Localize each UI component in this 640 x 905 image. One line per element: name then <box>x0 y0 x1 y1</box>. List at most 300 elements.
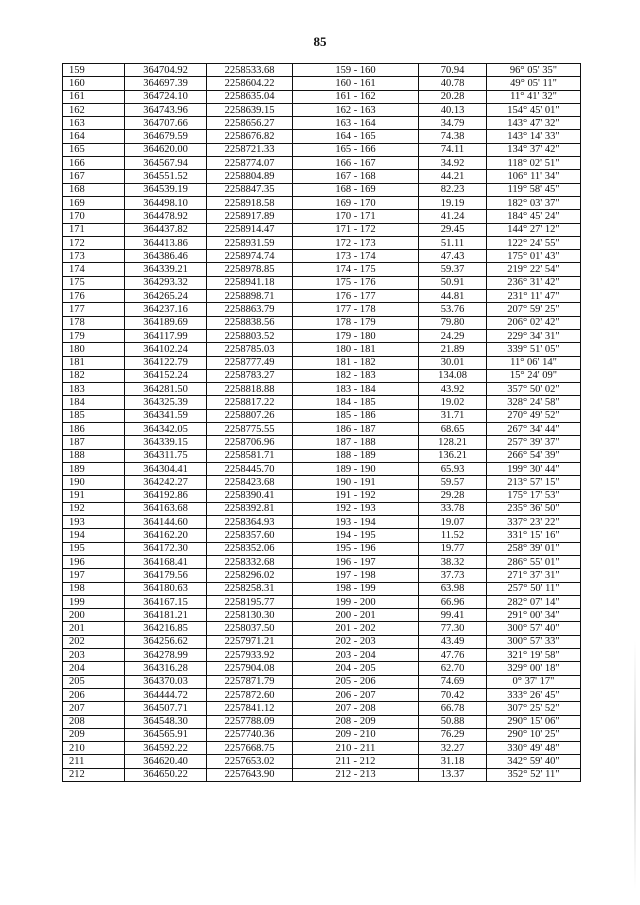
bearing-cell: 300° 57' 33" <box>487 635 581 648</box>
segment-cell: 160 - 161 <box>293 77 419 90</box>
segment-cell: 198 - 199 <box>293 582 419 595</box>
segment-cell: 201 - 202 <box>293 622 419 635</box>
point-number-cell: 179 <box>63 329 125 342</box>
length-cell: 66.96 <box>419 595 487 608</box>
table-row <box>63 649 581 662</box>
table-row <box>63 329 581 342</box>
point-number-cell: 160 <box>63 77 125 90</box>
x-coordinate-cell: 364237.16 <box>125 303 207 316</box>
bearing-cell: 182° 03' 37" <box>487 196 581 209</box>
table-row <box>63 436 581 449</box>
table-row <box>63 529 581 542</box>
point-number-cell: 191 <box>63 489 125 502</box>
y-coordinate-cell: 2258817.22 <box>207 396 293 409</box>
bearing-cell: 330° 49' 48" <box>487 742 581 755</box>
x-coordinate-cell: 364242.27 <box>125 476 207 489</box>
y-coordinate-cell: 2258533.68 <box>207 64 293 77</box>
point-number-cell: 194 <box>63 529 125 542</box>
length-cell: 30.01 <box>419 356 487 369</box>
segment-cell: 174 - 175 <box>293 263 419 276</box>
x-coordinate-cell: 364278.99 <box>125 649 207 662</box>
length-cell: 51.11 <box>419 236 487 249</box>
point-number-cell: 205 <box>63 675 125 688</box>
table-row <box>63 343 581 356</box>
segment-cell: 195 - 196 <box>293 542 419 555</box>
table-row <box>63 555 581 568</box>
segment-cell: 208 - 209 <box>293 715 419 728</box>
length-cell: 41.24 <box>419 210 487 223</box>
segment-cell: 176 - 177 <box>293 290 419 303</box>
x-coordinate-cell: 364304.41 <box>125 462 207 475</box>
bearing-cell: 184° 45' 24" <box>487 210 581 223</box>
point-number-cell: 164 <box>63 130 125 143</box>
x-coordinate-cell: 364179.56 <box>125 569 207 582</box>
bearing-cell: 144° 27' 12" <box>487 223 581 236</box>
segment-cell: 159 - 160 <box>293 64 419 77</box>
x-coordinate-cell: 364507.71 <box>125 702 207 715</box>
point-number-cell: 167 <box>63 170 125 183</box>
y-coordinate-cell: 2258604.22 <box>207 77 293 90</box>
point-number-cell: 204 <box>63 662 125 675</box>
table-row <box>63 622 581 635</box>
point-number-cell: 166 <box>63 157 125 170</box>
point-number-cell: 197 <box>63 569 125 582</box>
point-number-cell: 212 <box>63 768 125 781</box>
length-cell: 82.23 <box>419 183 487 196</box>
bearing-cell: 270° 49' 52" <box>487 409 581 422</box>
x-coordinate-cell: 364163.68 <box>125 502 207 515</box>
bearing-cell: 331° 15' 16" <box>487 529 581 542</box>
x-coordinate-cell: 364704.92 <box>125 64 207 77</box>
segment-cell: 175 - 176 <box>293 276 419 289</box>
segment-cell: 171 - 172 <box>293 223 419 236</box>
y-coordinate-cell: 2258706.96 <box>207 436 293 449</box>
table-row <box>63 117 581 130</box>
table-row <box>63 662 581 675</box>
table-row <box>63 223 581 236</box>
table-row <box>63 582 581 595</box>
table-row <box>63 409 581 422</box>
table-row <box>63 609 581 622</box>
y-coordinate-cell: 2258807.26 <box>207 409 293 422</box>
x-coordinate-cell: 364281.50 <box>125 383 207 396</box>
segment-cell: 203 - 204 <box>293 649 419 662</box>
y-coordinate-cell: 2258777.49 <box>207 356 293 369</box>
table-row <box>63 210 581 223</box>
x-coordinate-cell: 364162.20 <box>125 529 207 542</box>
point-number-cell: 165 <box>63 143 125 156</box>
x-coordinate-cell: 364339.15 <box>125 436 207 449</box>
point-number-cell: 185 <box>63 409 125 422</box>
segment-cell: 162 - 163 <box>293 103 419 116</box>
bearing-cell: 106° 11' 34" <box>487 170 581 183</box>
length-cell: 34.79 <box>419 117 487 130</box>
length-cell: 70.94 <box>419 64 487 77</box>
length-cell: 59.37 <box>419 263 487 276</box>
point-number-cell: 182 <box>63 369 125 382</box>
length-cell: 68.65 <box>419 423 487 436</box>
table-row <box>63 64 581 77</box>
bearing-cell: 118° 02' 51" <box>487 157 581 170</box>
y-coordinate-cell: 2258296.02 <box>207 569 293 582</box>
bearing-cell: 0° 37' 17" <box>487 675 581 688</box>
x-coordinate-cell: 364724.10 <box>125 90 207 103</box>
table-row <box>63 196 581 209</box>
table-row <box>63 263 581 276</box>
table-row <box>63 569 581 582</box>
point-number-cell: 180 <box>63 343 125 356</box>
y-coordinate-cell: 2258803.52 <box>207 329 293 342</box>
bearing-cell: 286° 55' 01" <box>487 555 581 568</box>
point-number-cell: 192 <box>63 502 125 515</box>
bearing-cell: 122° 24' 55" <box>487 236 581 249</box>
y-coordinate-cell: 2258898.71 <box>207 290 293 303</box>
length-cell: 65.93 <box>419 462 487 475</box>
point-number-cell: 193 <box>63 516 125 529</box>
x-coordinate-cell: 364192.86 <box>125 489 207 502</box>
x-coordinate-cell: 364316.28 <box>125 662 207 675</box>
bearing-cell: 290° 15' 06" <box>487 715 581 728</box>
point-number-cell: 168 <box>63 183 125 196</box>
segment-cell: 163 - 164 <box>293 117 419 130</box>
length-cell: 43.92 <box>419 383 487 396</box>
length-cell: 62.70 <box>419 662 487 675</box>
x-coordinate-cell: 364168.41 <box>125 555 207 568</box>
length-cell: 40.78 <box>419 77 487 90</box>
y-coordinate-cell: 2258914.47 <box>207 223 293 236</box>
table-row <box>63 369 581 382</box>
segment-cell: 169 - 170 <box>293 196 419 209</box>
y-coordinate-cell: 2258838.56 <box>207 316 293 329</box>
point-number-cell: 190 <box>63 476 125 489</box>
table-row <box>63 303 581 316</box>
table-row <box>63 675 581 688</box>
table-row <box>63 755 581 768</box>
x-coordinate-cell: 364325.39 <box>125 396 207 409</box>
segment-cell: 211 - 212 <box>293 755 419 768</box>
point-number-cell: 188 <box>63 449 125 462</box>
segment-cell: 179 - 180 <box>293 329 419 342</box>
length-cell: 40.13 <box>419 103 487 116</box>
point-number-cell: 169 <box>63 196 125 209</box>
length-cell: 136.21 <box>419 449 487 462</box>
y-coordinate-cell: 2258978.85 <box>207 263 293 276</box>
segment-cell: 185 - 186 <box>293 409 419 422</box>
table-row <box>63 316 581 329</box>
table-row <box>63 715 581 728</box>
table-row <box>63 130 581 143</box>
bearing-cell: 96° 05' 35" <box>487 64 581 77</box>
table-row <box>63 489 581 502</box>
x-coordinate-cell: 364311.75 <box>125 449 207 462</box>
segment-cell: 166 - 167 <box>293 157 419 170</box>
x-coordinate-cell: 364341.59 <box>125 409 207 422</box>
y-coordinate-cell: 2257872.60 <box>207 688 293 701</box>
length-cell: 70.42 <box>419 688 487 701</box>
bearing-cell: 199° 30' 44" <box>487 462 581 475</box>
length-cell: 53.76 <box>419 303 487 316</box>
length-cell: 29.28 <box>419 489 487 502</box>
y-coordinate-cell: 2258818.88 <box>207 383 293 396</box>
bearing-cell: 342° 59' 40" <box>487 755 581 768</box>
bearing-cell: 329° 00' 18" <box>487 662 581 675</box>
segment-cell: 172 - 173 <box>293 236 419 249</box>
y-coordinate-cell: 2257871.79 <box>207 675 293 688</box>
point-number-cell: 178 <box>63 316 125 329</box>
x-coordinate-cell: 364144.60 <box>125 516 207 529</box>
segment-cell: 206 - 207 <box>293 688 419 701</box>
segment-cell: 182 - 183 <box>293 369 419 382</box>
segment-cell: 173 - 174 <box>293 250 419 263</box>
segment-cell: 199 - 200 <box>293 595 419 608</box>
segment-cell: 189 - 190 <box>293 462 419 475</box>
bearing-cell: 257° 50' 11" <box>487 582 581 595</box>
y-coordinate-cell: 2258931.59 <box>207 236 293 249</box>
length-cell: 33.78 <box>419 502 487 515</box>
length-cell: 134.08 <box>419 369 487 382</box>
length-cell: 74.38 <box>419 130 487 143</box>
bearing-cell: 291° 00' 34" <box>487 609 581 622</box>
x-coordinate-cell: 364707.66 <box>125 117 207 130</box>
bearing-cell: 206° 02' 42" <box>487 316 581 329</box>
page-number: 85 <box>313 34 327 49</box>
length-cell: 50.88 <box>419 715 487 728</box>
segment-cell: 165 - 166 <box>293 143 419 156</box>
point-number-cell: 173 <box>63 250 125 263</box>
segment-cell: 191 - 192 <box>293 489 419 502</box>
bearing-cell: 257° 39' 37" <box>487 436 581 449</box>
x-coordinate-cell: 364152.24 <box>125 369 207 382</box>
y-coordinate-cell: 2258847.35 <box>207 183 293 196</box>
table-row <box>63 702 581 715</box>
table-row <box>63 742 581 755</box>
length-cell: 24.29 <box>419 329 487 342</box>
table-row <box>63 143 581 156</box>
y-coordinate-cell: 2258775.55 <box>207 423 293 436</box>
point-number-cell: 209 <box>63 728 125 741</box>
table-row <box>63 356 581 369</box>
point-number-cell: 210 <box>63 742 125 755</box>
bearing-cell: 219° 22' 54" <box>487 263 581 276</box>
table-row <box>63 383 581 396</box>
y-coordinate-cell: 2258352.06 <box>207 542 293 555</box>
segment-cell: 183 - 184 <box>293 383 419 396</box>
length-cell: 19.07 <box>419 516 487 529</box>
segment-cell: 210 - 211 <box>293 742 419 755</box>
x-coordinate-cell: 364181.21 <box>125 609 207 622</box>
y-coordinate-cell: 2258635.04 <box>207 90 293 103</box>
bearing-cell: 357° 50' 02" <box>487 383 581 396</box>
table-row <box>63 542 581 555</box>
bearing-cell: 282° 07' 14" <box>487 595 581 608</box>
length-cell: 77.30 <box>419 622 487 635</box>
point-number-cell: 172 <box>63 236 125 249</box>
scan-edge-mark <box>634 640 636 890</box>
bearing-cell: 213° 57' 15" <box>487 476 581 489</box>
x-coordinate-cell: 364551.52 <box>125 170 207 183</box>
x-coordinate-cell: 364548.30 <box>125 715 207 728</box>
length-cell: 29.45 <box>419 223 487 236</box>
y-coordinate-cell: 2257788.09 <box>207 715 293 728</box>
table-row <box>63 516 581 529</box>
bearing-cell: 119° 58' 45" <box>487 183 581 196</box>
y-coordinate-cell: 2258639.15 <box>207 103 293 116</box>
bearing-cell: 300° 57' 40" <box>487 622 581 635</box>
length-cell: 47.43 <box>419 250 487 263</box>
table-row <box>63 236 581 249</box>
point-number-cell: 211 <box>63 755 125 768</box>
length-cell: 50.91 <box>419 276 487 289</box>
bearing-cell: 11° 41' 32" <box>487 90 581 103</box>
segment-cell: 188 - 189 <box>293 449 419 462</box>
y-coordinate-cell: 2258423.68 <box>207 476 293 489</box>
table-row <box>63 728 581 741</box>
bearing-cell: 337° 23' 22" <box>487 516 581 529</box>
bearing-cell: 175° 17' 53" <box>487 489 581 502</box>
segment-cell: 178 - 179 <box>293 316 419 329</box>
y-coordinate-cell: 2258974.74 <box>207 250 293 263</box>
length-cell: 21.89 <box>419 343 487 356</box>
segment-cell: 181 - 182 <box>293 356 419 369</box>
table-row <box>63 77 581 90</box>
segment-cell: 205 - 206 <box>293 675 419 688</box>
length-cell: 31.71 <box>419 409 487 422</box>
table-row <box>63 396 581 409</box>
bearing-cell: 266° 54' 39" <box>487 449 581 462</box>
length-cell: 44.21 <box>419 170 487 183</box>
y-coordinate-cell: 2257668.75 <box>207 742 293 755</box>
y-coordinate-cell: 2258258.31 <box>207 582 293 595</box>
segment-cell: 200 - 201 <box>293 609 419 622</box>
table-row <box>63 635 581 648</box>
y-coordinate-cell: 2258445.70 <box>207 462 293 475</box>
segment-cell: 209 - 210 <box>293 728 419 741</box>
point-number-cell: 201 <box>63 622 125 635</box>
point-number-cell: 189 <box>63 462 125 475</box>
x-coordinate-cell: 364342.05 <box>125 423 207 436</box>
point-number-cell: 162 <box>63 103 125 116</box>
segment-cell: 204 - 205 <box>293 662 419 675</box>
length-cell: 19.02 <box>419 396 487 409</box>
x-coordinate-cell: 364370.03 <box>125 675 207 688</box>
x-coordinate-cell: 364293.32 <box>125 276 207 289</box>
bearing-cell: 339° 51' 05" <box>487 343 581 356</box>
length-cell: 19.77 <box>419 542 487 555</box>
point-number-cell: 200 <box>63 609 125 622</box>
bearing-cell: 154° 45' 01" <box>487 103 581 116</box>
bearing-cell: 352° 52' 11" <box>487 768 581 781</box>
y-coordinate-cell: 2257643.90 <box>207 768 293 781</box>
y-coordinate-cell: 2257904.08 <box>207 662 293 675</box>
x-coordinate-cell: 364189.69 <box>125 316 207 329</box>
bearing-cell: 267° 34' 44" <box>487 423 581 436</box>
y-coordinate-cell: 2258918.58 <box>207 196 293 209</box>
segment-cell: 192 - 193 <box>293 502 419 515</box>
length-cell: 37.73 <box>419 569 487 582</box>
x-coordinate-cell: 364620.40 <box>125 755 207 768</box>
segment-cell: 196 - 197 <box>293 555 419 568</box>
segment-cell: 167 - 168 <box>293 170 419 183</box>
bearing-cell: 290° 10' 25" <box>487 728 581 741</box>
length-cell: 99.41 <box>419 609 487 622</box>
point-number-cell: 184 <box>63 396 125 409</box>
length-cell: 74.11 <box>419 143 487 156</box>
length-cell: 128.21 <box>419 436 487 449</box>
length-cell: 13.37 <box>419 768 487 781</box>
point-number-cell: 176 <box>63 290 125 303</box>
segment-cell: 194 - 195 <box>293 529 419 542</box>
point-number-cell: 174 <box>63 263 125 276</box>
y-coordinate-cell: 2258656.27 <box>207 117 293 130</box>
segment-cell: 186 - 187 <box>293 423 419 436</box>
length-cell: 79.80 <box>419 316 487 329</box>
segment-cell: 212 - 213 <box>293 768 419 781</box>
length-cell: 63.98 <box>419 582 487 595</box>
coordinates-table <box>62 63 581 782</box>
x-coordinate-cell: 364339.21 <box>125 263 207 276</box>
point-number-cell: 181 <box>63 356 125 369</box>
length-cell: 74.69 <box>419 675 487 688</box>
bearing-cell: 207° 59' 25" <box>487 303 581 316</box>
segment-cell: 202 - 203 <box>293 635 419 648</box>
point-number-cell: 161 <box>63 90 125 103</box>
point-number-cell: 175 <box>63 276 125 289</box>
segment-cell: 184 - 185 <box>293 396 419 409</box>
x-coordinate-cell: 364437.82 <box>125 223 207 236</box>
x-coordinate-cell: 364172.30 <box>125 542 207 555</box>
bearing-cell: 175° 01' 43" <box>487 250 581 263</box>
x-coordinate-cell: 364679.59 <box>125 130 207 143</box>
y-coordinate-cell: 2258917.89 <box>207 210 293 223</box>
bearing-cell: 11° 06' 14" <box>487 356 581 369</box>
y-coordinate-cell: 2257971.21 <box>207 635 293 648</box>
segment-cell: 207 - 208 <box>293 702 419 715</box>
length-cell: 38.32 <box>419 555 487 568</box>
y-coordinate-cell: 2258676.82 <box>207 130 293 143</box>
table-row <box>63 170 581 183</box>
segment-cell: 168 - 169 <box>293 183 419 196</box>
table-row <box>63 688 581 701</box>
table-row <box>63 502 581 515</box>
x-coordinate-cell: 364413.86 <box>125 236 207 249</box>
length-cell: 59.57 <box>419 476 487 489</box>
table-row <box>63 250 581 263</box>
y-coordinate-cell: 2258332.68 <box>207 555 293 568</box>
y-coordinate-cell: 2258863.79 <box>207 303 293 316</box>
length-cell: 66.78 <box>419 702 487 715</box>
y-coordinate-cell: 2258357.60 <box>207 529 293 542</box>
point-number-cell: 187 <box>63 436 125 449</box>
y-coordinate-cell: 2258774.07 <box>207 157 293 170</box>
point-number-cell: 159 <box>63 64 125 77</box>
table-row <box>63 290 581 303</box>
y-coordinate-cell: 2258195.77 <box>207 595 293 608</box>
bearing-cell: 143° 47' 32" <box>487 117 581 130</box>
x-coordinate-cell: 364650.22 <box>125 768 207 781</box>
length-cell: 76.29 <box>419 728 487 741</box>
length-cell: 19.19 <box>419 196 487 209</box>
segment-cell: 193 - 194 <box>293 516 419 529</box>
y-coordinate-cell: 2258037.50 <box>207 622 293 635</box>
table-row <box>63 449 581 462</box>
table-row <box>63 183 581 196</box>
table-row <box>63 90 581 103</box>
y-coordinate-cell: 2258783.27 <box>207 369 293 382</box>
x-coordinate-cell: 364565.91 <box>125 728 207 741</box>
bearing-cell: 235° 36' 50" <box>487 502 581 515</box>
y-coordinate-cell: 2258785.03 <box>207 343 293 356</box>
y-coordinate-cell: 2257933.92 <box>207 649 293 662</box>
